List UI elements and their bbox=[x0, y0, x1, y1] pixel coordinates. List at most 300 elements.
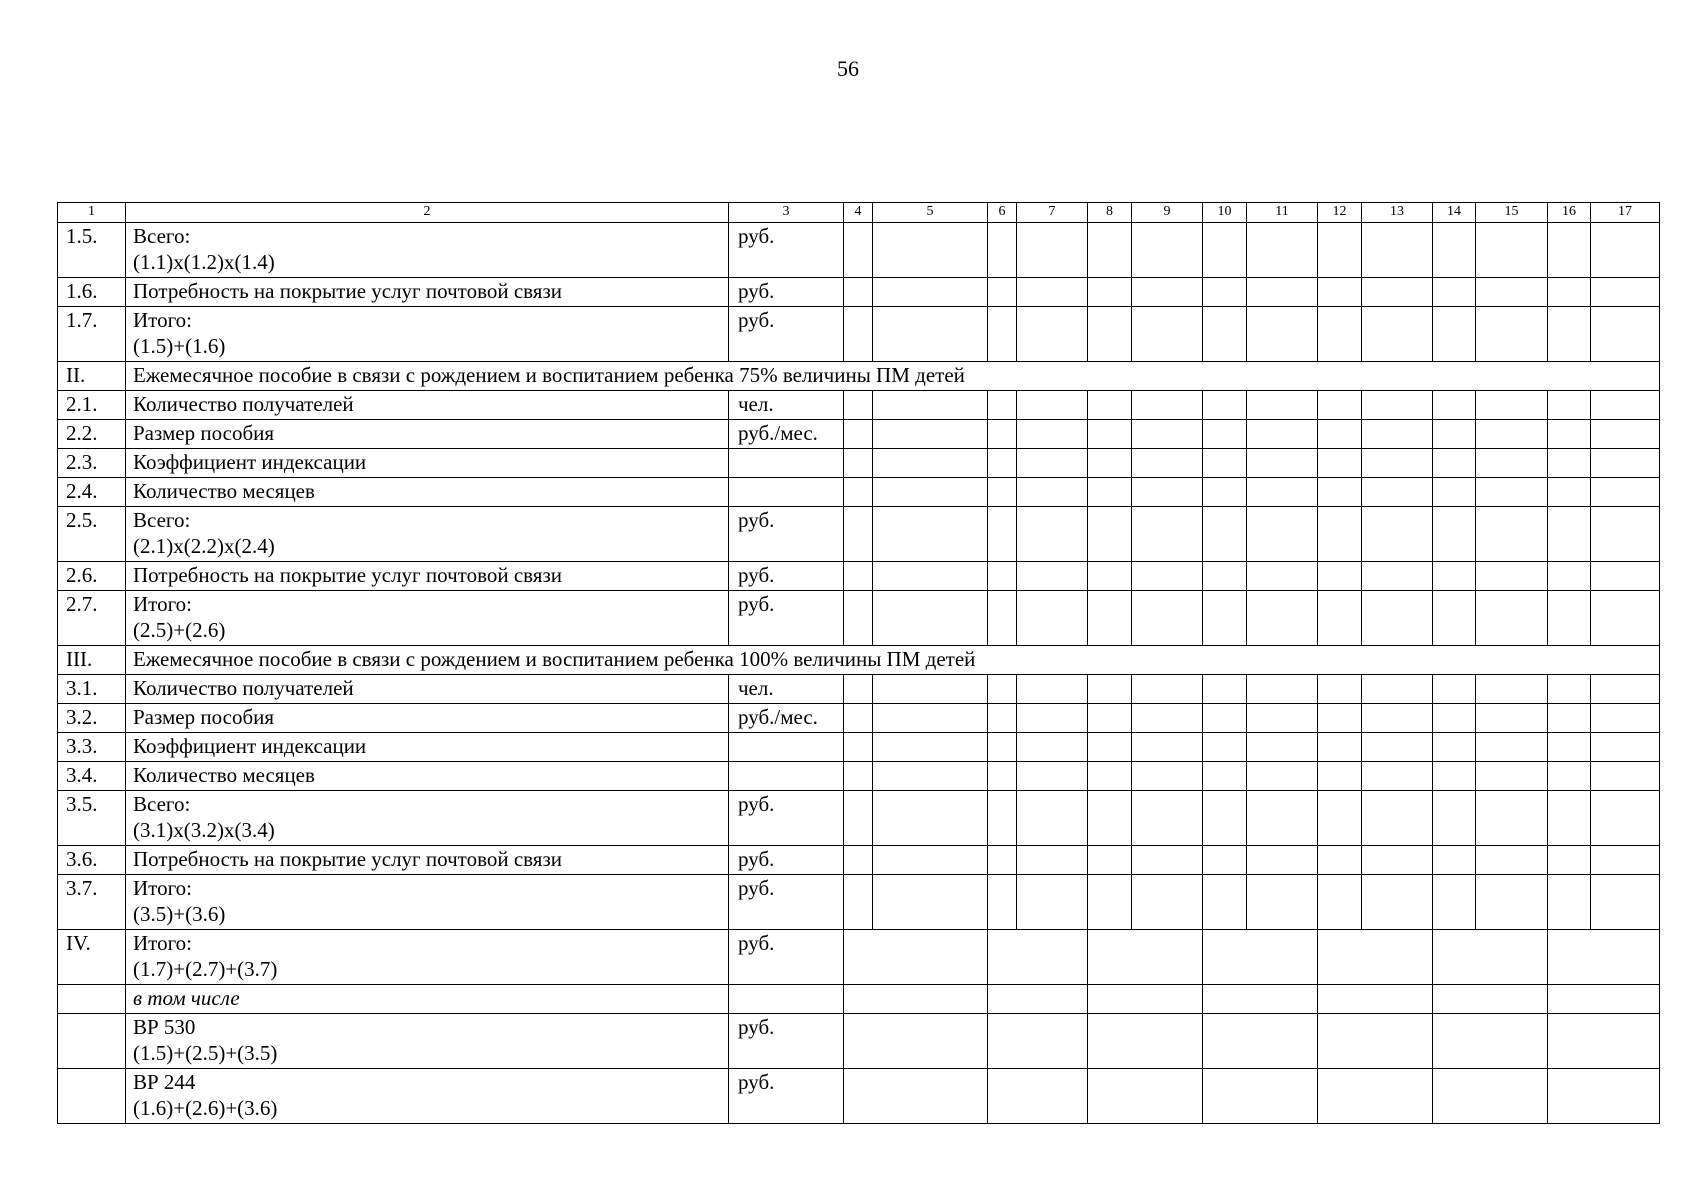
value-cell bbox=[1362, 791, 1433, 846]
row-number bbox=[58, 733, 126, 762]
cell-text: 6 bbox=[998, 204, 1006, 219]
cell-text: 9 bbox=[1163, 204, 1171, 219]
cell-text: руб. bbox=[738, 308, 775, 332]
value-cell bbox=[1318, 985, 1433, 1014]
value-cell bbox=[1017, 307, 1088, 362]
cell-text: Всего: bbox=[133, 224, 191, 248]
value-cell bbox=[1088, 449, 1132, 478]
cell-text: 15 bbox=[1504, 204, 1519, 219]
value-cell bbox=[1247, 762, 1318, 791]
cell-text: (1.5)+(1.6) bbox=[133, 334, 226, 358]
value-cell bbox=[1548, 420, 1591, 449]
cell-text: 1.7. bbox=[66, 308, 98, 332]
table-row bbox=[58, 675, 1660, 704]
value-cell bbox=[1132, 562, 1203, 591]
cell-text: руб. bbox=[738, 508, 775, 532]
cell-text: 2.3. bbox=[66, 450, 98, 474]
row-description bbox=[126, 391, 729, 420]
value-cell bbox=[1548, 223, 1591, 278]
value-cell bbox=[1088, 307, 1132, 362]
value-cell bbox=[1088, 675, 1132, 704]
value-cell bbox=[1203, 223, 1247, 278]
value-cell bbox=[1433, 930, 1548, 985]
value-cell bbox=[844, 675, 873, 704]
cell-text: (1.1)х(1.2)х(1.4) bbox=[133, 250, 275, 274]
cell-text: руб./мес. bbox=[738, 705, 818, 729]
value-cell bbox=[1548, 307, 1591, 362]
value-cell bbox=[1132, 278, 1203, 307]
value-cell bbox=[1203, 733, 1247, 762]
value-cell bbox=[1548, 278, 1591, 307]
value-cell bbox=[1088, 391, 1132, 420]
row-description bbox=[126, 1069, 729, 1124]
cell-text: (2.5)+(2.6) bbox=[133, 618, 226, 642]
cell-text: руб. bbox=[738, 1070, 775, 1094]
row-number bbox=[58, 930, 126, 985]
table-row bbox=[58, 875, 1660, 930]
column-number-cell bbox=[729, 203, 844, 223]
value-cell bbox=[1318, 930, 1433, 985]
value-cell bbox=[1433, 278, 1476, 307]
value-cell bbox=[1247, 420, 1318, 449]
cell-text: (1.5)+(2.5)+(3.5) bbox=[133, 1041, 278, 1065]
row-unit bbox=[729, 307, 844, 362]
value-cell bbox=[873, 278, 988, 307]
value-cell bbox=[1132, 675, 1203, 704]
value-cell bbox=[1203, 1069, 1318, 1124]
value-cell bbox=[1591, 223, 1660, 278]
table-row bbox=[58, 791, 1660, 846]
value-cell bbox=[1318, 278, 1362, 307]
cell-text: (3.1)х(3.2)х(3.4) bbox=[133, 818, 275, 842]
row-description bbox=[126, 1014, 729, 1069]
value-cell bbox=[844, 1069, 988, 1124]
row-number bbox=[58, 391, 126, 420]
value-cell bbox=[1318, 307, 1362, 362]
table-row bbox=[58, 562, 1660, 591]
row-unit bbox=[729, 420, 844, 449]
cell-text: 5 bbox=[926, 204, 934, 219]
value-cell bbox=[1362, 449, 1433, 478]
value-cell bbox=[1476, 675, 1548, 704]
value-cell bbox=[1203, 1014, 1318, 1069]
value-cell bbox=[1203, 675, 1247, 704]
row-number bbox=[58, 646, 126, 675]
cell-text: Ежемесячное пособие в связи с рождением и воспитанием ребенка 75% величины ПМ детей bbox=[133, 363, 965, 387]
value-cell bbox=[873, 562, 988, 591]
value-cell bbox=[1318, 562, 1362, 591]
value-cell bbox=[1088, 791, 1132, 846]
cell-text: II. bbox=[66, 363, 86, 387]
cell-text: 3.2. bbox=[66, 705, 98, 729]
value-cell bbox=[1203, 985, 1318, 1014]
value-cell bbox=[1088, 762, 1132, 791]
row-description bbox=[126, 930, 729, 985]
value-cell bbox=[1591, 478, 1660, 507]
column-number-cell bbox=[1476, 203, 1548, 223]
value-cell bbox=[1088, 733, 1132, 762]
table-row bbox=[58, 1014, 1660, 1069]
cell-text: 2.2. bbox=[66, 421, 98, 445]
value-cell bbox=[1433, 985, 1548, 1014]
row-description bbox=[126, 507, 729, 562]
row-number bbox=[58, 507, 126, 562]
cell-text: (3.5)+(3.6) bbox=[133, 902, 226, 926]
cell-text: (1.6)+(2.6)+(3.6) bbox=[133, 1096, 278, 1120]
value-cell bbox=[1362, 507, 1433, 562]
row-unit bbox=[729, 675, 844, 704]
value-cell bbox=[1088, 846, 1132, 875]
cell-text: чел. bbox=[738, 676, 774, 700]
value-cell bbox=[1362, 704, 1433, 733]
value-cell bbox=[1433, 733, 1476, 762]
value-cell bbox=[1591, 507, 1660, 562]
value-cell bbox=[1548, 478, 1591, 507]
cell-text: IV. bbox=[66, 931, 91, 955]
value-cell bbox=[873, 791, 988, 846]
value-cell bbox=[988, 1069, 1088, 1124]
cell-text: Итого: bbox=[133, 592, 192, 616]
value-cell bbox=[844, 391, 873, 420]
value-cell bbox=[873, 675, 988, 704]
value-cell bbox=[1088, 875, 1132, 930]
value-cell bbox=[1017, 791, 1088, 846]
cell-text: 2.4. bbox=[66, 479, 98, 503]
value-cell bbox=[1203, 591, 1247, 646]
row-unit bbox=[729, 223, 844, 278]
value-cell bbox=[1088, 591, 1132, 646]
cell-text: 1.5. bbox=[66, 224, 98, 248]
value-cell bbox=[1247, 223, 1318, 278]
value-cell bbox=[1318, 1014, 1433, 1069]
value-cell bbox=[1433, 449, 1476, 478]
row-description bbox=[126, 762, 729, 791]
cell-text: 12 bbox=[1332, 204, 1347, 219]
value-cell bbox=[1203, 507, 1247, 562]
row-description bbox=[126, 985, 729, 1014]
cell-text: Итого: bbox=[133, 876, 192, 900]
value-cell bbox=[1433, 791, 1476, 846]
cell-text: 16 bbox=[1562, 204, 1576, 219]
cell-text: Коэффициент индексации bbox=[133, 734, 367, 758]
value-cell bbox=[988, 704, 1017, 733]
cell-text: руб. bbox=[738, 1015, 775, 1039]
value-cell bbox=[1591, 704, 1660, 733]
value-cell bbox=[1247, 507, 1318, 562]
value-cell bbox=[1132, 733, 1203, 762]
value-cell bbox=[1318, 733, 1362, 762]
cell-text: 13 bbox=[1390, 204, 1404, 219]
cell-text: 2 bbox=[423, 204, 431, 219]
column-number-cell bbox=[1591, 203, 1660, 223]
value-cell bbox=[1548, 762, 1591, 791]
row-description bbox=[126, 223, 729, 278]
value-cell bbox=[1591, 791, 1660, 846]
cell-text: Всего: bbox=[133, 792, 191, 816]
value-cell bbox=[988, 420, 1017, 449]
row-number bbox=[58, 449, 126, 478]
table-row bbox=[58, 391, 1660, 420]
value-cell bbox=[1362, 675, 1433, 704]
value-cell bbox=[988, 591, 1017, 646]
value-cell bbox=[1132, 791, 1203, 846]
cell-text: руб. bbox=[738, 792, 775, 816]
value-cell bbox=[988, 875, 1017, 930]
row-description bbox=[126, 875, 729, 930]
cell-text: Количество месяцев bbox=[133, 763, 315, 787]
value-cell bbox=[1362, 391, 1433, 420]
value-cell bbox=[873, 846, 988, 875]
value-cell bbox=[1548, 1069, 1660, 1124]
value-cell bbox=[1318, 478, 1362, 507]
cell-text: III. bbox=[66, 647, 93, 671]
cell-text: 3.1. bbox=[66, 676, 98, 700]
value-cell bbox=[1017, 591, 1088, 646]
value-cell bbox=[1548, 846, 1591, 875]
value-cell bbox=[1591, 846, 1660, 875]
value-cell bbox=[844, 307, 873, 362]
cell-text: 1 bbox=[88, 204, 95, 219]
row-unit bbox=[729, 704, 844, 733]
value-cell bbox=[844, 591, 873, 646]
section-row bbox=[58, 362, 1660, 391]
value-cell bbox=[1548, 930, 1660, 985]
value-cell bbox=[1548, 704, 1591, 733]
value-cell bbox=[873, 449, 988, 478]
value-cell bbox=[1591, 449, 1660, 478]
value-cell bbox=[1318, 420, 1362, 449]
value-cell bbox=[1132, 391, 1203, 420]
cell-text: 3.6. bbox=[66, 847, 98, 871]
value-cell bbox=[873, 733, 988, 762]
value-cell bbox=[1203, 478, 1247, 507]
value-cell bbox=[1088, 562, 1132, 591]
cell-text: руб. bbox=[738, 876, 775, 900]
value-cell bbox=[1548, 391, 1591, 420]
row-description bbox=[126, 449, 729, 478]
value-cell bbox=[873, 704, 988, 733]
row-number bbox=[58, 307, 126, 362]
column-number-cell bbox=[1203, 203, 1247, 223]
row-number bbox=[58, 562, 126, 591]
row-description bbox=[126, 846, 729, 875]
value-cell bbox=[1247, 391, 1318, 420]
value-cell bbox=[1203, 762, 1247, 791]
table-row bbox=[58, 846, 1660, 875]
cell-text: Количество получателей bbox=[133, 676, 354, 700]
value-cell bbox=[1476, 449, 1548, 478]
column-number-cell bbox=[1433, 203, 1476, 223]
row-unit bbox=[729, 985, 844, 1014]
value-cell bbox=[873, 223, 988, 278]
cell-text: Количество получателей bbox=[133, 392, 354, 416]
value-cell bbox=[1318, 591, 1362, 646]
value-cell bbox=[1318, 1069, 1433, 1124]
value-cell bbox=[1247, 675, 1318, 704]
value-cell bbox=[1548, 985, 1660, 1014]
value-cell bbox=[1017, 478, 1088, 507]
cell-text: ВР 530 bbox=[133, 1015, 196, 1039]
value-cell bbox=[1362, 420, 1433, 449]
value-cell bbox=[1433, 391, 1476, 420]
value-cell bbox=[1591, 733, 1660, 762]
cell-text: 1.6. bbox=[66, 279, 98, 303]
value-cell bbox=[1247, 704, 1318, 733]
cell-text: руб. bbox=[738, 592, 775, 616]
value-cell bbox=[1088, 704, 1132, 733]
cell-text: ВР 244 bbox=[133, 1070, 196, 1094]
value-cell bbox=[988, 1014, 1088, 1069]
row-unit bbox=[729, 507, 844, 562]
value-cell bbox=[1203, 278, 1247, 307]
row-unit bbox=[729, 278, 844, 307]
cell-text: руб./мес. bbox=[738, 421, 818, 445]
value-cell bbox=[1247, 875, 1318, 930]
value-cell bbox=[1548, 449, 1591, 478]
value-cell bbox=[1088, 278, 1132, 307]
value-cell bbox=[1433, 1069, 1548, 1124]
cell-text: 2.1. bbox=[66, 392, 98, 416]
cell-text: руб. bbox=[738, 224, 775, 248]
value-cell bbox=[844, 930, 988, 985]
row-number bbox=[58, 420, 126, 449]
value-cell bbox=[873, 507, 988, 562]
value-cell bbox=[1247, 307, 1318, 362]
cell-text: Размер пособия bbox=[133, 421, 275, 445]
value-cell bbox=[988, 985, 1088, 1014]
table-row bbox=[58, 704, 1660, 733]
value-cell bbox=[873, 307, 988, 362]
value-cell bbox=[1088, 985, 1203, 1014]
column-number-cell bbox=[1247, 203, 1318, 223]
row-number bbox=[58, 591, 126, 646]
value-cell bbox=[1591, 307, 1660, 362]
value-cell bbox=[1203, 704, 1247, 733]
column-number-cell bbox=[988, 203, 1017, 223]
value-cell bbox=[1088, 478, 1132, 507]
value-cell bbox=[1088, 420, 1132, 449]
row-unit bbox=[729, 391, 844, 420]
value-cell bbox=[1132, 762, 1203, 791]
value-cell bbox=[988, 278, 1017, 307]
row-description bbox=[126, 478, 729, 507]
row-unit bbox=[729, 478, 844, 507]
value-cell bbox=[1088, 930, 1203, 985]
value-cell bbox=[873, 391, 988, 420]
value-cell bbox=[1203, 420, 1247, 449]
cell-text: руб. bbox=[738, 563, 775, 587]
value-cell bbox=[1318, 846, 1362, 875]
cell-text: Ежемесячное пособие в связи с рождением и воспитанием ребенка 100% величины ПМ детей bbox=[133, 647, 976, 671]
value-cell bbox=[1247, 791, 1318, 846]
value-cell bbox=[1476, 391, 1548, 420]
value-cell bbox=[1318, 704, 1362, 733]
value-cell bbox=[1318, 762, 1362, 791]
column-number-cell bbox=[1318, 203, 1362, 223]
value-cell bbox=[1132, 307, 1203, 362]
value-cell bbox=[844, 985, 988, 1014]
row-description bbox=[126, 420, 729, 449]
value-cell bbox=[1247, 278, 1318, 307]
value-cell bbox=[1017, 675, 1088, 704]
row-description bbox=[126, 791, 729, 846]
value-cell bbox=[1591, 278, 1660, 307]
column-number-cell bbox=[1132, 203, 1203, 223]
cell-text: Итого: bbox=[133, 308, 192, 332]
cell-text: 17 bbox=[1618, 204, 1632, 219]
cell-text: руб. bbox=[738, 279, 775, 303]
value-cell bbox=[1017, 875, 1088, 930]
value-cell bbox=[1318, 791, 1362, 846]
value-cell bbox=[1548, 507, 1591, 562]
table-row bbox=[58, 930, 1660, 985]
value-cell bbox=[1476, 507, 1548, 562]
value-cell bbox=[1132, 223, 1203, 278]
value-cell bbox=[1476, 846, 1548, 875]
cell-text: Потребность на покрытие услуг почтовой связи bbox=[133, 279, 562, 303]
value-cell bbox=[1318, 507, 1362, 562]
value-cell bbox=[1017, 507, 1088, 562]
value-cell bbox=[1548, 1014, 1660, 1069]
value-cell bbox=[1132, 875, 1203, 930]
column-number-cell bbox=[126, 203, 729, 223]
value-cell bbox=[1362, 562, 1433, 591]
value-cell bbox=[1476, 307, 1548, 362]
value-cell bbox=[988, 762, 1017, 791]
value-cell bbox=[1476, 791, 1548, 846]
value-cell bbox=[1017, 762, 1088, 791]
value-cell bbox=[1476, 478, 1548, 507]
value-cell bbox=[988, 391, 1017, 420]
value-cell bbox=[1318, 223, 1362, 278]
row-unit bbox=[729, 1069, 844, 1124]
value-cell bbox=[1247, 478, 1318, 507]
value-cell bbox=[1476, 591, 1548, 646]
value-cell bbox=[1476, 278, 1548, 307]
value-cell bbox=[1362, 307, 1433, 362]
cell-text: Потребность на покрытие услуг почтовой связи bbox=[133, 563, 562, 587]
value-cell bbox=[1203, 846, 1247, 875]
row-unit bbox=[729, 1014, 844, 1069]
value-cell bbox=[844, 223, 873, 278]
row-number bbox=[58, 846, 126, 875]
value-cell bbox=[1433, 478, 1476, 507]
value-cell bbox=[1591, 391, 1660, 420]
section-row bbox=[58, 646, 1660, 675]
value-cell bbox=[1362, 278, 1433, 307]
row-description bbox=[126, 733, 729, 762]
value-cell bbox=[1433, 704, 1476, 733]
value-cell bbox=[988, 223, 1017, 278]
value-cell bbox=[1548, 591, 1591, 646]
value-cell bbox=[1362, 846, 1433, 875]
value-cell bbox=[1433, 675, 1476, 704]
value-cell bbox=[1433, 875, 1476, 930]
row-number bbox=[58, 1069, 126, 1124]
value-cell bbox=[844, 875, 873, 930]
value-cell bbox=[873, 875, 988, 930]
cell-text: Всего: bbox=[133, 508, 191, 532]
cell-text: Количество месяцев bbox=[133, 479, 315, 503]
value-cell bbox=[988, 449, 1017, 478]
value-cell bbox=[1132, 591, 1203, 646]
value-cell bbox=[1203, 791, 1247, 846]
value-cell bbox=[988, 791, 1017, 846]
row-unit bbox=[729, 846, 844, 875]
row-unit bbox=[729, 875, 844, 930]
value-cell bbox=[1247, 591, 1318, 646]
value-cell bbox=[844, 507, 873, 562]
